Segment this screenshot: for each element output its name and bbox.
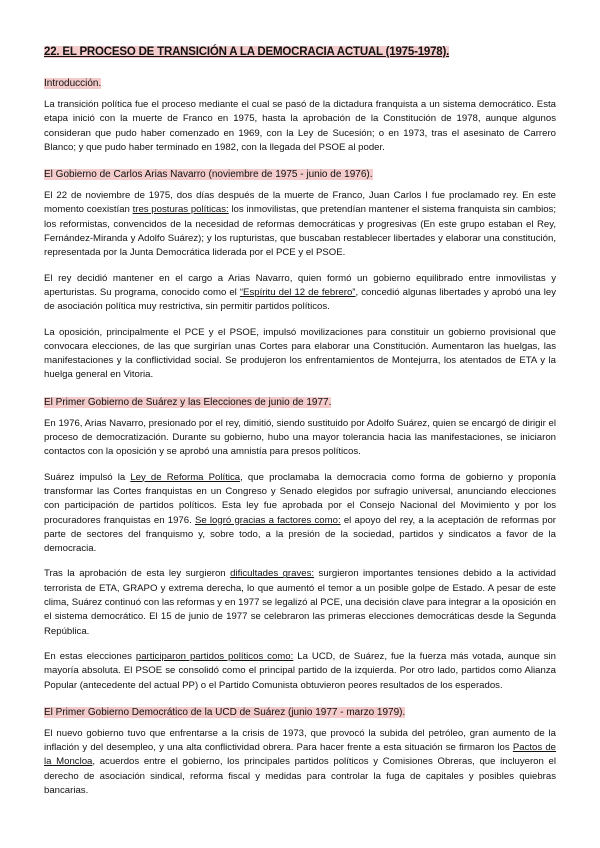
section-heading-arias: El Gobierno de Carlos Arias Navarro (noviembre de 1975 - junio de 1976). xyxy=(44,169,373,181)
underlined-text: Se logró gracias a factores como: xyxy=(194,514,341,526)
text-run: El 22 de noviembre de 1975, dos días después de la muerte de Franco, Juan Carlos I fue proclamado rey. En este momento coexistían xyxy=(44,190,556,216)
arias-paragraph-3: La oposición, principalmente el PCE y el PSOE, impulsó movilizaciones para constituir un gobierno provisional que convocara elecciones, de las que surgirían unas Cortes para elaborar una Constitución. Aumentaron las huelgas, las manifestaciones y la conflictividad social. Se produjeron los enfrentamientos de Montejurra, los atentados de ETA y la huelga general en Vitoria. xyxy=(44,326,556,381)
suarez-paragraph-4 xyxy=(44,650,556,693)
underlined-text: dificultades graves: xyxy=(230,568,315,580)
underlined-text: tres posturas políticas: xyxy=(132,204,229,216)
arias-heading-block xyxy=(44,166,556,181)
text-run: , que proclamaba la democracia como forma de gobierno y proponía transformar las Cortes franquistas en un Congreso y Senado elegidos por sufragio universal, anunciando elecciones con participación de partidos políticos. Esta ley fue aprobada por el Consejo Nacional del Movimiento y por los procuradores franquistas en 1976. xyxy=(44,471,556,526)
section-heading-ucd: El Primer Gobierno Democrático de la UCD de Suárez (junio 1977 - marzo 1979). xyxy=(44,706,406,718)
text-run: La UCD, de Suárez, fue la fuerza más votada, aunque sin mayoría absoluta. El PSOE se consolidó como el principal partido de la izquierda. Por otro lado, partidos como Alianza Popular (antecedente del actual PP) o el Partido Comunista obtuvieron peores resultados de los esperados. xyxy=(44,650,557,691)
section-heading-suarez: El Primer Gobierno de Suárez y las Elecciones de junio de 1977. xyxy=(44,396,332,408)
text-run: El nuevo gobierno tuvo que enfrentarse a la crisis de 1973, que provocó la subida del petróleo, gran aumento de la inflación y del desempleo, y una alta conflictividad obrera. Para hacer frente a esta situación se firmaron los xyxy=(44,727,556,754)
underlined-text: “Espíritu del 12 de febrero” xyxy=(239,286,356,298)
underlined-text: participaron partidos políticos como: xyxy=(135,650,294,662)
text-run: , acuerdos entre el gobierno, los principales partidos políticos y Comisiones Obreras, que incluyeron el derecho de asociación sindical, reforma fiscal y medidas para controlar la fuga de capitales y posibles quiebras bancarias. xyxy=(44,756,556,796)
text-run: el apoyo del rey, a la aceptación de reformas por parte de sectores del franquismo y, sobre todo, a la presión de la sociedad, partidos y sindicatos a favor de la democracia. xyxy=(44,514,556,555)
underlined-text: Ley de Reforma Política xyxy=(130,471,241,483)
text-run: , concedió algunas libertades y aprobó una ley de asociación política muy restrictiva, sin permitir partidos políticos. xyxy=(44,286,556,313)
arias-paragraph-1 xyxy=(44,189,556,260)
text-run: Suárez impulsó la xyxy=(44,471,131,483)
text-run: surgieron importantes tensiones debido a la actividad terrorista de ETA, GRAPO y extrema derecha, lo que aumentó el temor a un posible golpe de Estado. A pesar de este clima, Suárez continuó con las reformas y en 1977 se legalizó al PCE, una decisión clave para integrar a la oposición en el sistema democrático. El 15 de junio de 1977 se celebraron las primeras elecciones democráticas desde la Segunda República. xyxy=(44,568,557,637)
text-run: El rey decidió mantener en el cargo a Arias Navarro, quien formó un gobierno equilibrado entre inmovilistas y aperturistas. Su programa, conocido como el xyxy=(44,272,556,298)
text-run: Tras la aprobación de esta ley surgieron xyxy=(44,568,231,580)
ucd-paragraph-1 xyxy=(44,727,556,798)
page-title: 22. EL PROCESO DE TRANSICIÓN A LA DEMOCRACIA ACTUAL (1975-1978). xyxy=(44,46,450,58)
ucd-heading-block xyxy=(44,704,556,719)
arias-paragraph-2 xyxy=(44,272,556,315)
underlined-text: Pactos de la Moncloa xyxy=(44,742,557,768)
suarez-paragraph-3 xyxy=(44,567,556,638)
suarez-paragraph-1: En 1976, Arias Navarro, presionado por el rey, dimitió, siendo sustituido por Adolfo Suárez, quien se encargó de dirigir el proceso de democratización. Durante su gobierno, hubo una mayor tolerancia hacia las manifestaciones, se iniciaron contactos con la oposición y se aprobó una amnistía para presos políticos. xyxy=(44,417,556,458)
text-run: En estas elecciones xyxy=(44,650,136,662)
section-heading-intro: Introducción. xyxy=(44,78,102,89)
intro-paragraph: La transición política fue el proceso mediante el cual se pasó de la dictadura franquista a un sistema democrático. Esta etapa inició con la muerte de Franco en 1975, hasta la aprobación de la Constitución de 1978, aunque algunos consideran que pudo haber comenzado en 1969, con la Ley de Sucesión; o en 1973, tras el asesinato de Carrero Blanco; y que pudo haber terminado en 1982, con la llegada del PSOE al poder. xyxy=(44,99,556,153)
suarez-paragraph-2 xyxy=(44,471,556,557)
text-run: los inmovilistas, que pretendían mantener el sistema franquista sin cambios; los reformistas, convencidos de la necesidad de reformas democráticas y progresivas (En este grupo estaban el Rey, Fernández-Miranda y Adolfo Suárez); y los rupturistas, que buscaban restablecer libertades y elaborar una constitución, representada por la Junta Democrática liderada por el PCE y el PSOE. xyxy=(44,204,556,259)
suarez-heading-block xyxy=(44,394,556,409)
intro-heading-block xyxy=(44,75,556,90)
title-block xyxy=(44,44,556,59)
